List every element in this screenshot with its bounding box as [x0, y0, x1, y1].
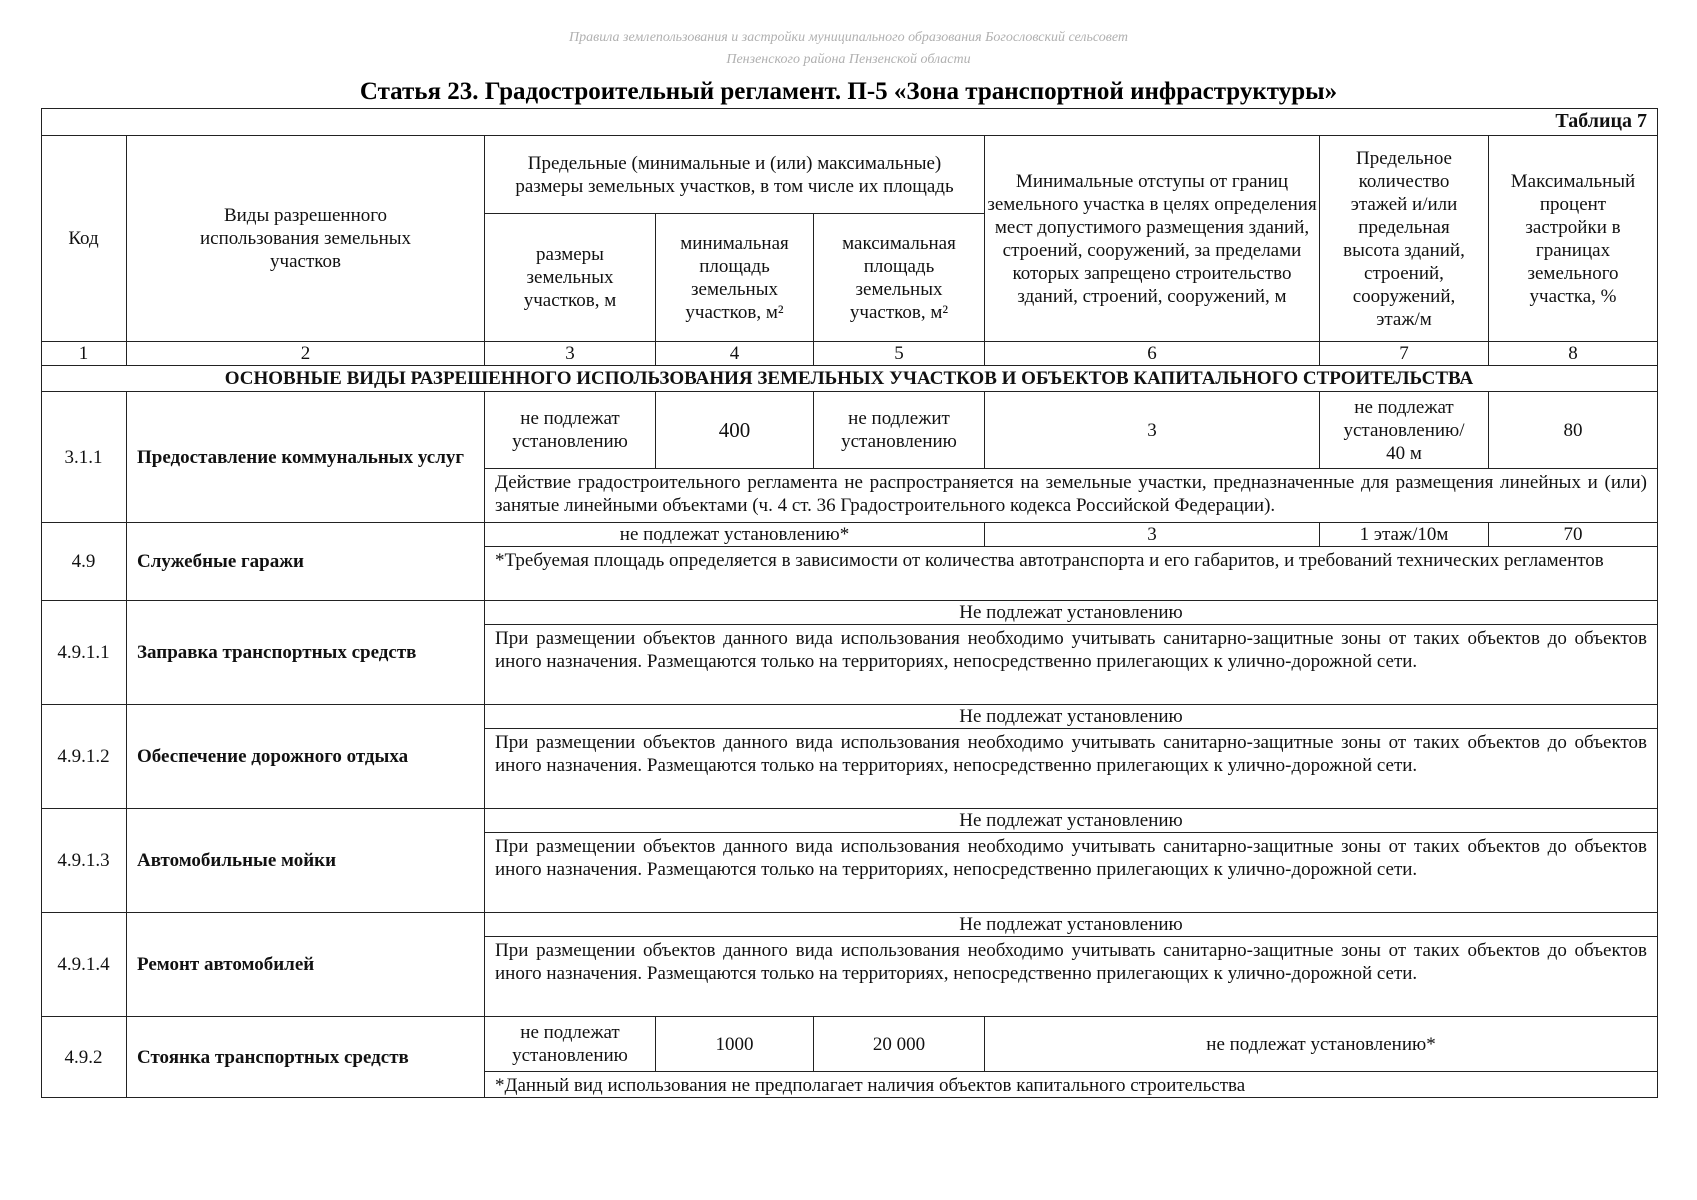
column-number: 8 — [1489, 342, 1658, 366]
row-sizes: не подлежат установлению — [485, 392, 656, 469]
header-code: Код — [41, 136, 127, 342]
column-number: 6 — [985, 342, 1320, 366]
row-all-limits: Не подлежат установлению — [485, 601, 1658, 625]
row-code: 3.1.1 — [41, 392, 127, 523]
column-number: 3 — [485, 342, 656, 366]
row-floors: не подлежат установлению/ 40 м — [1320, 392, 1489, 469]
row-setbacks: 3 — [985, 392, 1320, 469]
row-all-limits: Не подлежат установлению — [485, 809, 1658, 833]
header-setbacks: Минимальные отступы от границ земельного участка в целях определения мест допустимого размещения зданий, строений, сооружений, за пределами которых запрещено строительство зданий, строений, сооружений, м — [985, 136, 1320, 342]
column-number: 2 — [127, 342, 485, 366]
header-sizes: размеры земельных участков, м — [485, 214, 656, 342]
row-name: Автомобильные мойки — [127, 809, 485, 913]
row-name: Заправка транспортных средств — [127, 601, 485, 705]
column-number: 1 — [41, 342, 127, 366]
row-max-area: не подлежит установлению — [814, 392, 985, 469]
running-header-line-2: Пензенского района Пензенской области — [726, 52, 971, 67]
table-label: Таблица 7 — [41, 108, 1658, 136]
row-code: 4.9.1.2 — [41, 705, 127, 809]
row-limits: не подлежат установлению* — [485, 523, 985, 547]
row-rest-limits: не подлежат установлению* — [985, 1017, 1658, 1072]
row-name: Ремонт автомобилей — [127, 913, 485, 1017]
row-sizes: не подлежат установлению — [485, 1017, 656, 1072]
row-note: Действие градостроительного регламента не распространяется на земельные участки, предназначенные для размещения линейных и (или) занятые линейными объектами (ч. 4 ст. 36 Градостроительного кодекса Российской Федерации). — [485, 469, 1658, 523]
row-min-area: 400 — [656, 392, 814, 469]
row-coverage: 70 — [1489, 523, 1658, 547]
row-coverage: 80 — [1489, 392, 1658, 469]
row-code: 4.9 — [41, 523, 127, 601]
row-note: При размещении объектов данного вида использования необходимо учитывать санитарно-защитные зоны от таких объектов до объектов иного назначения. Размещаются только на территориях, непосредственно прилегающих к улично-дорожной сети. — [485, 833, 1658, 913]
header-limits-group: Предельные (минимальные и (или) максимальные) размеры земельных участков, в том числе их площадь — [485, 136, 985, 214]
row-floors: 1 этаж/10м — [1320, 523, 1489, 547]
header-floors: Предельное количество этажей и/или предельная высота зданий, строений, сооружений, этаж/м — [1320, 136, 1489, 342]
column-number: 7 — [1320, 342, 1489, 366]
column-number: 5 — [814, 342, 985, 366]
row-name: Предоставление коммунальных услуг — [127, 392, 485, 523]
row-min-area: 1000 — [656, 1017, 814, 1072]
row-all-limits: Не подлежат установлению — [485, 705, 1658, 729]
row-code: 4.9.1.1 — [41, 601, 127, 705]
column-number: 4 — [656, 342, 814, 366]
row-name: Обеспечение дорожного отдыха — [127, 705, 485, 809]
row-max-area: 20 000 — [814, 1017, 985, 1072]
row-code: 4.9.1.4 — [41, 913, 127, 1017]
row-note: *Данный вид использования не предполагает наличия объектов капитального строительства — [485, 1072, 1658, 1098]
row-all-limits: Не подлежат установлению — [485, 913, 1658, 937]
header-types: Виды разрешенного использования земельных участков — [127, 136, 485, 342]
article-title: Статья 23. Градостроительный регламент. П-5 «Зона транспортной инфраструктуры» — [359, 78, 1338, 105]
row-note: При размещении объектов данного вида использования необходимо учитывать санитарно-защитные зоны от таких объектов до объектов иного назначения. Размещаются только на территориях, непосредственно прилегающих к улично-дорожной сети. — [485, 625, 1658, 705]
header-min-area: минимальная площадь земельных участков, м² — [656, 214, 814, 342]
running-header-line-1: Правила землепользования и застройки муниципального образования Богословский сельсовет — [569, 30, 1128, 45]
row-name: Стоянка транспортных средств — [127, 1017, 485, 1098]
row-code: 4.9.2 — [41, 1017, 127, 1098]
header-max-area: максимальная площадь земельных участков, м² — [814, 214, 985, 342]
row-name: Служебные гаражи — [127, 523, 485, 601]
row-code: 4.9.1.3 — [41, 809, 127, 913]
row-setbacks: 3 — [985, 523, 1320, 547]
row-note: *Требуемая площадь определяется в зависимости от количества автотранспорта и его габаритов, и требований технических регламентов — [485, 547, 1658, 601]
header-coverage: Максимальный процент застройки в границах земельного участка, % — [1489, 136, 1658, 342]
regulation-table — [41, 108, 1658, 1098]
section-heading: ОСНОВНЫЕ ВИДЫ РАЗРЕШЕННОГО ИСПОЛЬЗОВАНИЯ ЗЕМЕЛЬНЫХ УЧАСТКОВ И ОБЪЕКТОВ КАПИТАЛЬНОГО СТРОИТЕЛЬСТВА — [41, 366, 1658, 392]
row-note: При размещении объектов данного вида использования необходимо учитывать санитарно-защитные зоны от таких объектов до объектов иного назначения. Размещаются только на территориях, непосредственно прилегающих к улично-дорожной сети. — [485, 937, 1658, 1017]
row-note: При размещении объектов данного вида использования необходимо учитывать санитарно-защитные зоны от таких объектов до объектов иного назначения. Размещаются только на территориях, непосредственно прилегающих к улично-дорожной сети. — [485, 729, 1658, 809]
